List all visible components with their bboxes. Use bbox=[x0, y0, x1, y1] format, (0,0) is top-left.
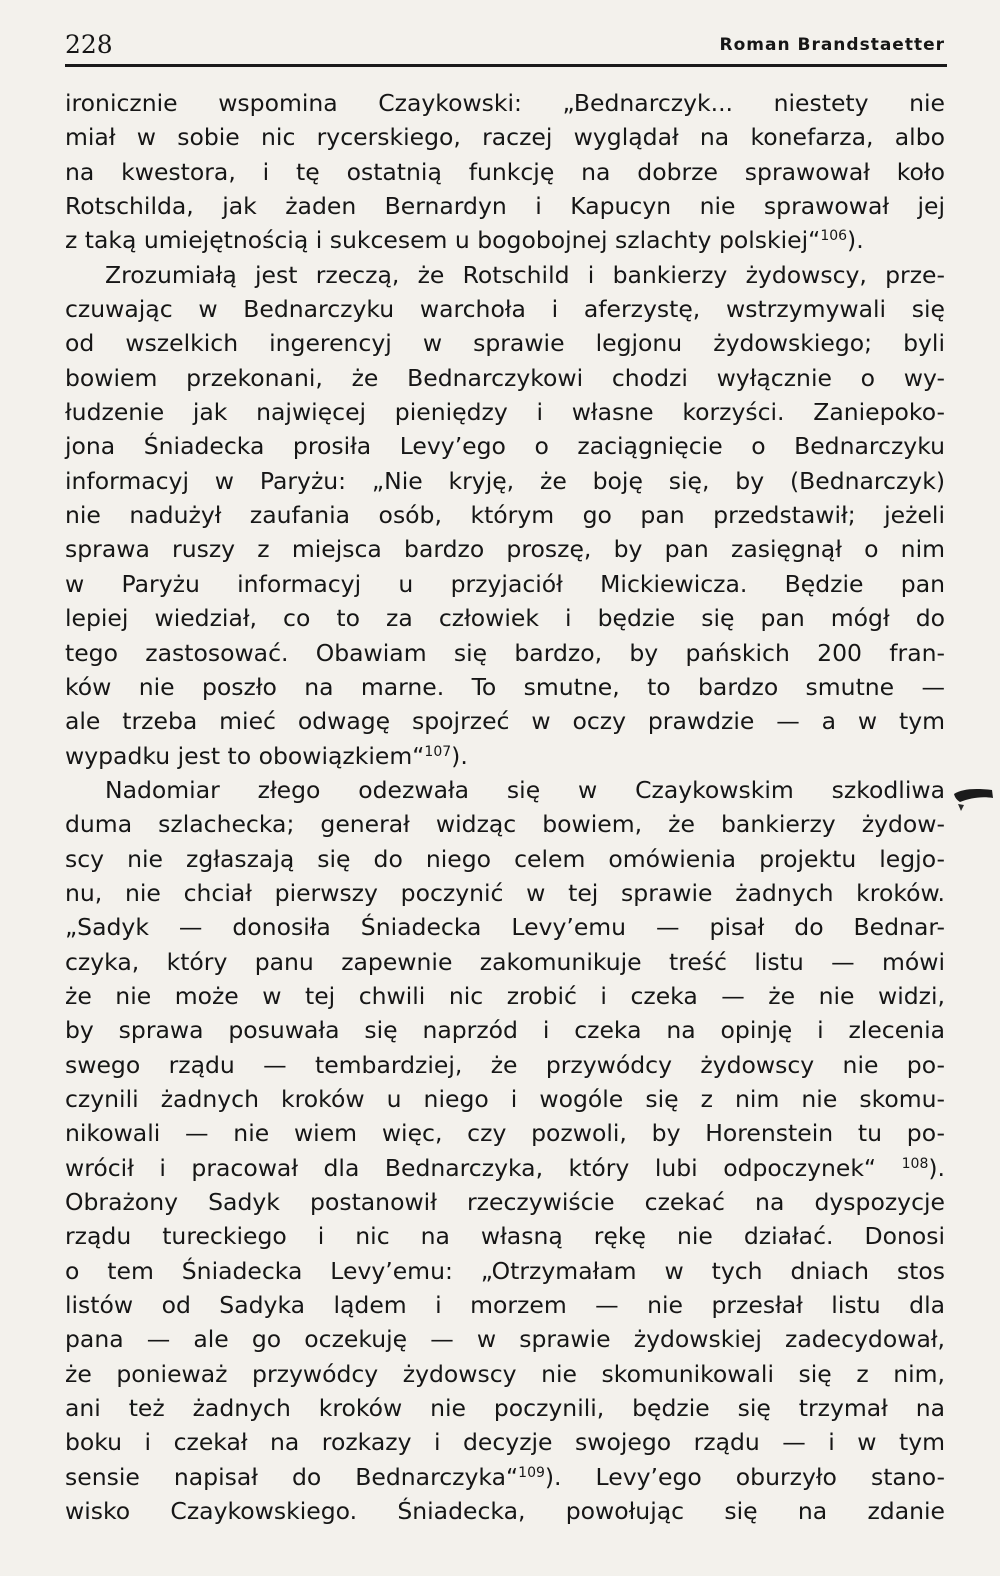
text-line bbox=[65, 189, 945, 223]
line-text: ków nie poszło na marne. To smutne, to bardzo smutne — bbox=[65, 672, 945, 701]
text-line bbox=[65, 739, 945, 773]
line-text: tego zastosować. Obawiam się bardzo, by pańskich 200 fran- bbox=[65, 638, 945, 667]
line-text-after-footnote: ). bbox=[847, 226, 864, 255]
line-text: lepiej wiedział, co to za człowiek i będzie się pan mógł do bbox=[65, 604, 945, 633]
text-line bbox=[65, 945, 945, 979]
text-line bbox=[65, 807, 945, 841]
line-text: czuwając w Bednarczyku warchoła i aferzystę, wstrzymywali się bbox=[65, 295, 945, 324]
text-line bbox=[65, 258, 945, 292]
line-text: z taką umiejętnością i sukcesem u bogobojnej szlachty polskiej“ bbox=[65, 226, 821, 255]
line-text: że nie może w tej chwili nic zrobić i czeka — że nie widzi, bbox=[65, 981, 945, 1010]
line-text: wrócił i pracował dla Bednarczyka, który lubi odpoczynek“ bbox=[65, 1153, 902, 1182]
line-text: miał w sobie nic rycerskiego, raczej wyglądał na konefarza, albo bbox=[65, 123, 945, 152]
line-text: nu, nie chciał pierwszy poczynić w tej sprawie żadnych kroków. bbox=[65, 878, 945, 907]
line-text: „Sadyk — donosiła Śniadecka Levy’emu — pisał do Bednar- bbox=[65, 913, 945, 942]
text-line bbox=[65, 1219, 945, 1253]
text-line bbox=[65, 567, 945, 601]
text-line bbox=[65, 1013, 945, 1047]
line-text: listów od Sadyka lądem i morzem — nie przesłał listu dla bbox=[65, 1291, 945, 1320]
line-text: wisko Czaykowskiego. Śniadecka, powołując się na zdanie bbox=[65, 1497, 945, 1526]
text-line bbox=[65, 1151, 945, 1185]
text-line bbox=[65, 1116, 945, 1150]
text-line bbox=[65, 429, 945, 463]
line-text: Zrozumiałą jest rzeczą, że Rotschild i bankierzy żydowscy, prze- bbox=[105, 260, 945, 289]
text-line bbox=[65, 1254, 945, 1288]
body-text bbox=[65, 86, 945, 1528]
text-line bbox=[65, 773, 945, 807]
text-line bbox=[65, 979, 945, 1013]
text-line bbox=[65, 532, 945, 566]
line-text: informacyj w Paryżu: „Nie kryję, że boję się, by (Bednarczyk) bbox=[65, 466, 945, 495]
footnote-marker: 106 bbox=[820, 228, 848, 245]
line-text: bowiem przekonani, że Bednarczykowi chodzi wyłącznie o wy- bbox=[65, 363, 945, 392]
line-text-after-footnote: ). bbox=[928, 1153, 945, 1182]
text-line bbox=[65, 876, 945, 910]
line-text: ale trzeba mieć odwagę spojrzeć w oczy prawdzie — a w tym bbox=[65, 707, 945, 736]
text-line bbox=[65, 1288, 945, 1322]
text-line bbox=[65, 636, 945, 670]
line-text-after-footnote: ). Levy’ego oburzyło stano- bbox=[544, 1462, 945, 1491]
line-text: by sprawa posuwała się naprzód i czeka na opinję i zlecenia bbox=[65, 1016, 945, 1045]
text-line bbox=[65, 464, 945, 498]
footnote-marker: 109 bbox=[518, 1464, 545, 1481]
text-line bbox=[65, 155, 945, 189]
text-line bbox=[65, 223, 945, 257]
text-line bbox=[65, 1082, 945, 1116]
line-text-after-footnote: ). bbox=[451, 741, 468, 770]
line-text: Rotschilda, jak żaden Bernardyn i Kapucyn nie sprawował jej bbox=[65, 192, 945, 221]
line-text: czyka, który panu zapewnie zakomunikuje treść listu — mówi bbox=[65, 947, 945, 976]
line-text: sensie napisał do Bednarczyka“ bbox=[65, 1462, 519, 1491]
text-line bbox=[65, 361, 945, 395]
text-line bbox=[65, 1494, 945, 1528]
text-line bbox=[65, 1460, 945, 1494]
text-line bbox=[65, 601, 945, 635]
page-header bbox=[65, 26, 947, 62]
text-line bbox=[65, 704, 945, 738]
line-text: od wszelkich ingerencyj w sprawie legjonu żydowskiego; byli bbox=[65, 329, 945, 358]
line-text: łudzenie jak najwięcej pieniędzy i własne korzyści. Zaniepoko- bbox=[65, 398, 945, 427]
line-text: sprawa ruszy z miejsca bardzo proszę, by pan zasięgnął o nim bbox=[65, 535, 945, 564]
text-line bbox=[65, 498, 945, 532]
running-head: Roman Brandstaetter bbox=[719, 35, 945, 55]
text-line bbox=[65, 1185, 945, 1219]
text-line bbox=[65, 1425, 945, 1459]
page-number: 228 bbox=[65, 30, 113, 59]
line-text: scy nie zgłaszają się do niego celem omówienia projektu legjo- bbox=[65, 844, 945, 873]
line-text: ani też żadnych kroków nie poczynili, będzie się trzymał na bbox=[65, 1394, 945, 1423]
line-text: o tem Śniadecka Levy’emu: „Otrzymałam w tych dniach stos bbox=[65, 1256, 945, 1285]
text-line bbox=[65, 1322, 945, 1356]
line-text: pana — ale go oczekuję — w sprawie żydowskiej zadecydował, bbox=[65, 1325, 945, 1354]
text-line bbox=[65, 1357, 945, 1391]
text-line bbox=[65, 292, 945, 326]
line-text: swego rządu — tembardziej, że przywódcy żydowscy nie po- bbox=[65, 1050, 945, 1079]
text-line bbox=[65, 842, 945, 876]
text-line bbox=[65, 326, 945, 360]
margin-ink-mark bbox=[952, 786, 994, 812]
line-text: duma szlachecka; generał widząc bowiem, że bankierzy żydow- bbox=[65, 810, 945, 839]
text-line bbox=[65, 86, 945, 120]
line-text: nie nadużył zaufania osób, którym go pan przedstawił; jeżeli bbox=[65, 501, 945, 530]
footnote-marker: 107 bbox=[424, 743, 452, 760]
text-line bbox=[65, 120, 945, 154]
line-text: w Paryżu informacyj u przyjaciół Mickiewicza. Będzie pan bbox=[65, 569, 945, 598]
text-line bbox=[65, 1391, 945, 1425]
line-text: Obrażony Sadyk postanowił rzeczywiście czekać na dyspozycje bbox=[65, 1188, 945, 1216]
line-text: na kwestora, i tę ostatnią funkcję na dobrze sprawował koło bbox=[65, 157, 945, 186]
text-line bbox=[65, 1048, 945, 1082]
text-line bbox=[65, 910, 945, 944]
header-rule bbox=[65, 64, 947, 67]
line-text: rządu tureckiego i nic na własną rękę nie działać. Donosi bbox=[65, 1222, 945, 1251]
line-text: czynili żadnych kroków u niego i wogóle się z nim nie skomu- bbox=[65, 1084, 945, 1113]
line-text: nikowali — nie wiem więc, czy pozwoli, by Horenstein tu po- bbox=[65, 1119, 945, 1148]
text-line bbox=[65, 395, 945, 429]
line-text: że ponieważ przywódcy żydowscy nie skomunikowali się z nim, bbox=[65, 1359, 945, 1388]
line-text: Nadomiar złego odezwała się w Czaykowskim szkodliwa bbox=[105, 775, 945, 804]
text-line bbox=[65, 670, 945, 704]
line-text: jona Śniadecka prosiła Levy’ego o zaciągnięcie o Bednarczyku bbox=[65, 432, 945, 461]
line-text: wypadku jest to obowiązkiem“ bbox=[65, 741, 425, 770]
line-text: boku i czekał na rozkazy i decyzje swojego rządu — i w tym bbox=[65, 1428, 945, 1457]
footnote-marker: 108 bbox=[901, 1155, 929, 1172]
line-text: ironicznie wspomina Czaykowski: „Bednarczyk... niestety nie bbox=[65, 89, 945, 117]
